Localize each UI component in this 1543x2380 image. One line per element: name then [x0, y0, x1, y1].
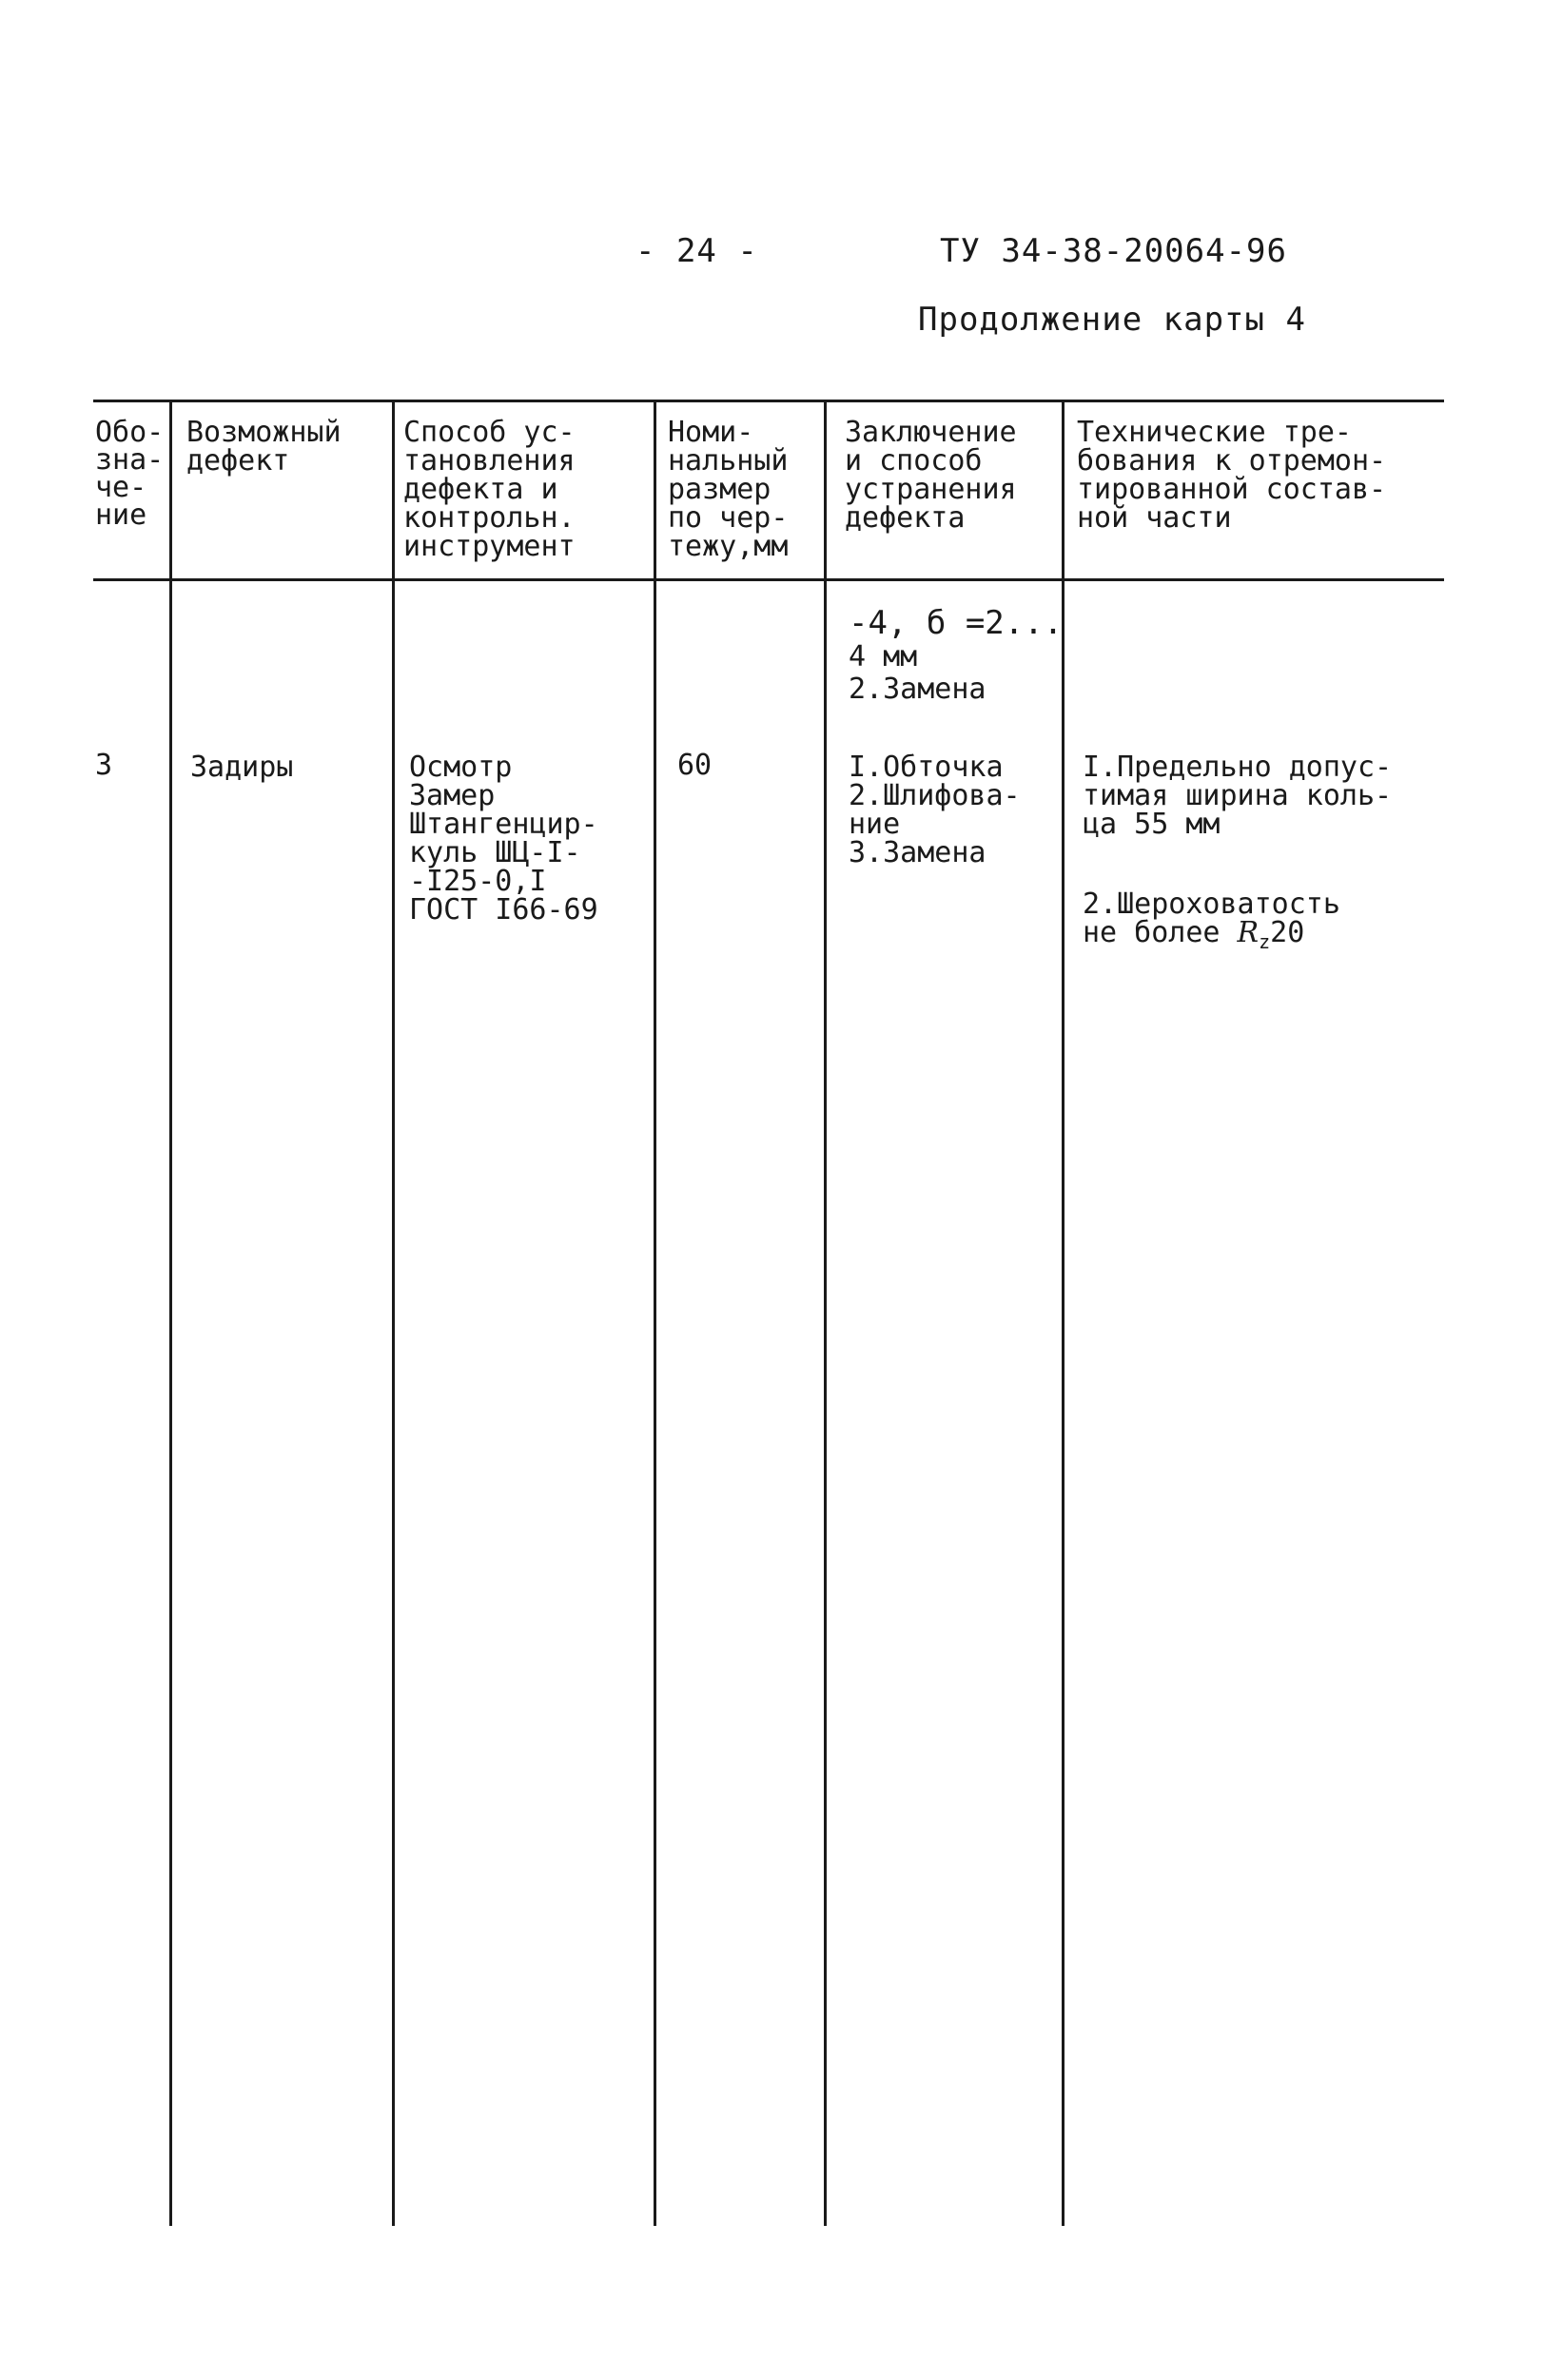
- roughness-text: 2.Шероховатость не более: [1083, 888, 1340, 949]
- table-top-border: [93, 400, 1444, 402]
- header-bottom-border: [93, 578, 1444, 581]
- header-detection-method: Способ ус- тановления дефекта и контрольн. инструмент: [403, 416, 576, 563]
- column-divider-1: [169, 400, 172, 2226]
- header-designation: Обо- зна- че- ние: [95, 416, 165, 532]
- roughness-value: 20: [1270, 916, 1305, 949]
- header-technical-requirements: Технические тре- бования к отремон- тированной состав- ной части: [1077, 416, 1387, 535]
- roughness-symbol: R: [1237, 916, 1260, 949]
- column-divider-5: [1062, 400, 1064, 2226]
- column-divider-4: [824, 400, 827, 2226]
- continuation-title: Продолжение карты 4: [918, 301, 1306, 339]
- row-detection-method: Осмотр Замер Штангенцир- куль ШЦ-I- -I25-0,I ГОСТ I66-69: [409, 751, 598, 927]
- column-divider-2: [392, 400, 395, 2226]
- header-defect: Возможный дефект: [186, 416, 342, 478]
- row-defect: Задиры: [190, 751, 294, 784]
- column-divider-3: [654, 400, 656, 2226]
- continuation-remedy-line3: 2.Замена: [849, 673, 986, 706]
- document-code: ТУ 34-38-20064-96: [940, 232, 1287, 270]
- row-remedy: I.Обточка 2.Шлифова- ние 3.Замена: [849, 751, 1021, 869]
- row-designation: 3: [95, 749, 113, 782]
- roughness-subscript: z: [1259, 930, 1271, 953]
- continuation-remedy-line1: -4, б =2...: [849, 604, 1064, 642]
- continuation-remedy-line2: 4 мм: [849, 640, 918, 673]
- header-nominal-size: Номи- нальный размер по чер- тежу,мм: [668, 416, 789, 563]
- header-remedy: Заключение и способ устранения дефекта: [845, 416, 1017, 535]
- row-requirement-1: I.Предельно допус- тимая ширина коль- ца 55 мм: [1083, 751, 1393, 841]
- row-nominal-size: 60: [677, 749, 713, 782]
- page-number: - 24 -: [635, 232, 758, 270]
- row-requirement-2: [1083, 862, 1340, 956]
